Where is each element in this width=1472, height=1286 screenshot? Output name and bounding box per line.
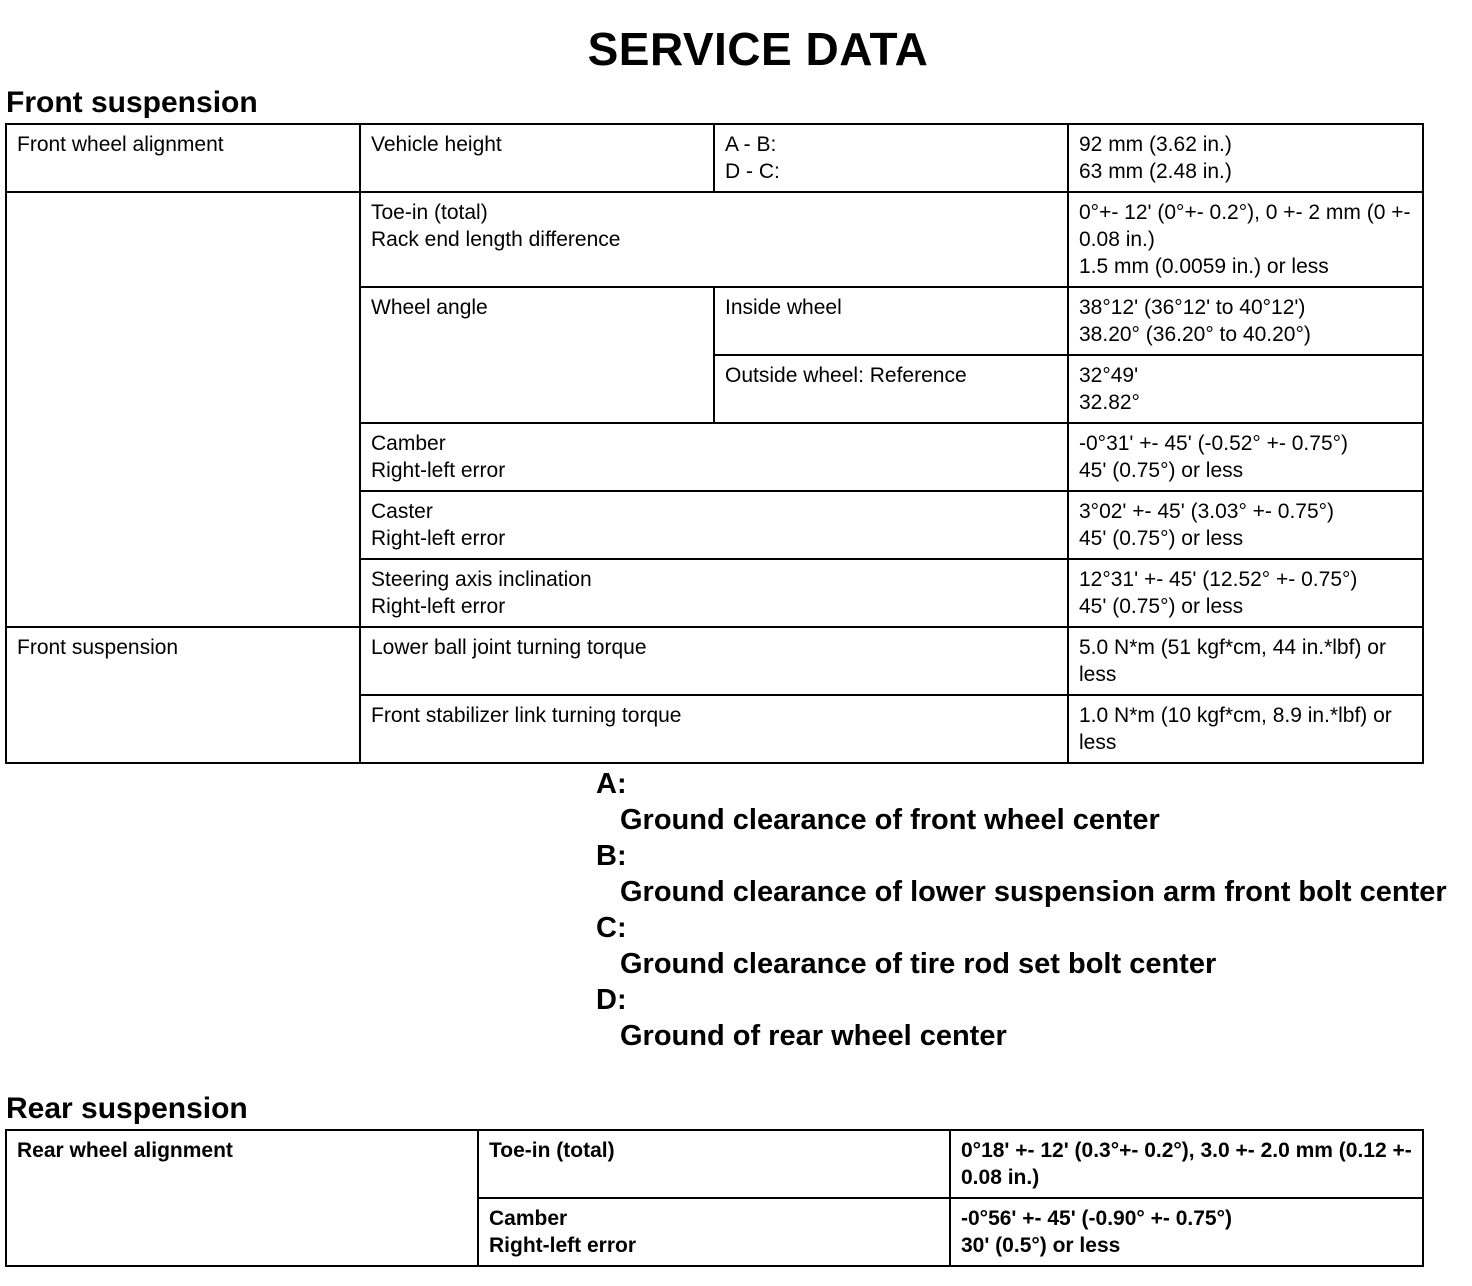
table-row [6,627,1423,695]
table-cell: Outside wheel: Reference [714,355,1068,423]
table-cell: A - B: D - C: [714,124,1068,192]
table-cell: 0°18' +- 12' (0.3°+- 0.2°), 3.0 +- 2.0 mm (0.12 +- 0.08 in.) [950,1130,1423,1198]
legend-desc: Ground clearance of front wheel center [620,804,1160,836]
table-cell: 1.0 N*m (10 kgf*cm, 8.9 in.*lbf) or less [1068,695,1423,763]
rear-suspension-heading: Rear suspension [6,1092,248,1125]
table-cell: Toe-in (total) Rack end length difference [360,192,1068,287]
table-row [6,124,1423,192]
legend-desc: Ground of rear wheel center [620,1020,1007,1052]
table-cell: 92 mm (3.62 in.) 63 mm (2.48 in.) [1068,124,1423,192]
table-cell: Inside wheel [714,287,1068,355]
rear-suspension-table [5,1129,1424,1267]
page-title: SERVICE DATA [587,23,929,75]
table-cell: 38°12' (36°12' to 40°12') 38.20° (36.20° to 40.20°) [1068,287,1423,355]
legend-desc: Ground clearance of lower suspension arm front bolt center [620,876,1447,908]
table-cell: 32°49' 32.82° [1068,355,1423,423]
table-cell: Steering axis inclination Right-left error [360,559,1068,627]
table-cell: -0°56' +- 45' (-0.90° +- 0.75°) 30' (0.5°) or less [950,1198,1423,1266]
table-row [6,1130,1423,1198]
table-cell [6,192,360,627]
table-cell: Rear wheel alignment [6,1130,478,1266]
table-cell: 3°02' +- 45' (3.03° +- 0.75°) 45' (0.75°) or less [1068,491,1423,559]
table-cell: 12°31' +- 45' (12.52° +- 0.75°) 45' (0.75°) or less [1068,559,1423,627]
table-cell: 5.0 N*m (51 kgf*cm, 44 in.*lbf) or less [1068,627,1423,695]
table-cell: Lower ball joint turning torque [360,627,1068,695]
dimension-legend [596,766,1456,1054]
front-suspension-heading: Front suspension [6,86,258,119]
table-cell: Wheel angle [360,287,714,423]
legend-key: C: [596,912,627,944]
table-cell: 0°+- 12' (0°+- 0.2°), 0 +- 2 mm (0 +- 0.08 in.) 1.5 mm (0.0059 in.) or less [1068,192,1423,287]
table-row [6,192,1423,287]
table-cell: Camber Right-left error [478,1198,950,1266]
table-cell: Front wheel alignment [6,124,360,192]
legend-desc: Ground clearance of tire rod set bolt center [620,948,1217,980]
table-cell: -0°31' +- 45' (-0.52° +- 0.75°) 45' (0.75°) or less [1068,423,1423,491]
legend-key: A: [596,768,627,800]
table-cell: Vehicle height [360,124,714,192]
table-cell: Front suspension [6,627,360,763]
legend-key: D: [596,984,627,1016]
front-suspension-table [5,123,1424,764]
table-cell: Toe-in (total) [478,1130,950,1198]
legend-key: B: [596,840,627,872]
table-cell: Caster Right-left error [360,491,1068,559]
table-cell: Front stabilizer link turning torque [360,695,1068,763]
table-cell: Camber Right-left error [360,423,1068,491]
